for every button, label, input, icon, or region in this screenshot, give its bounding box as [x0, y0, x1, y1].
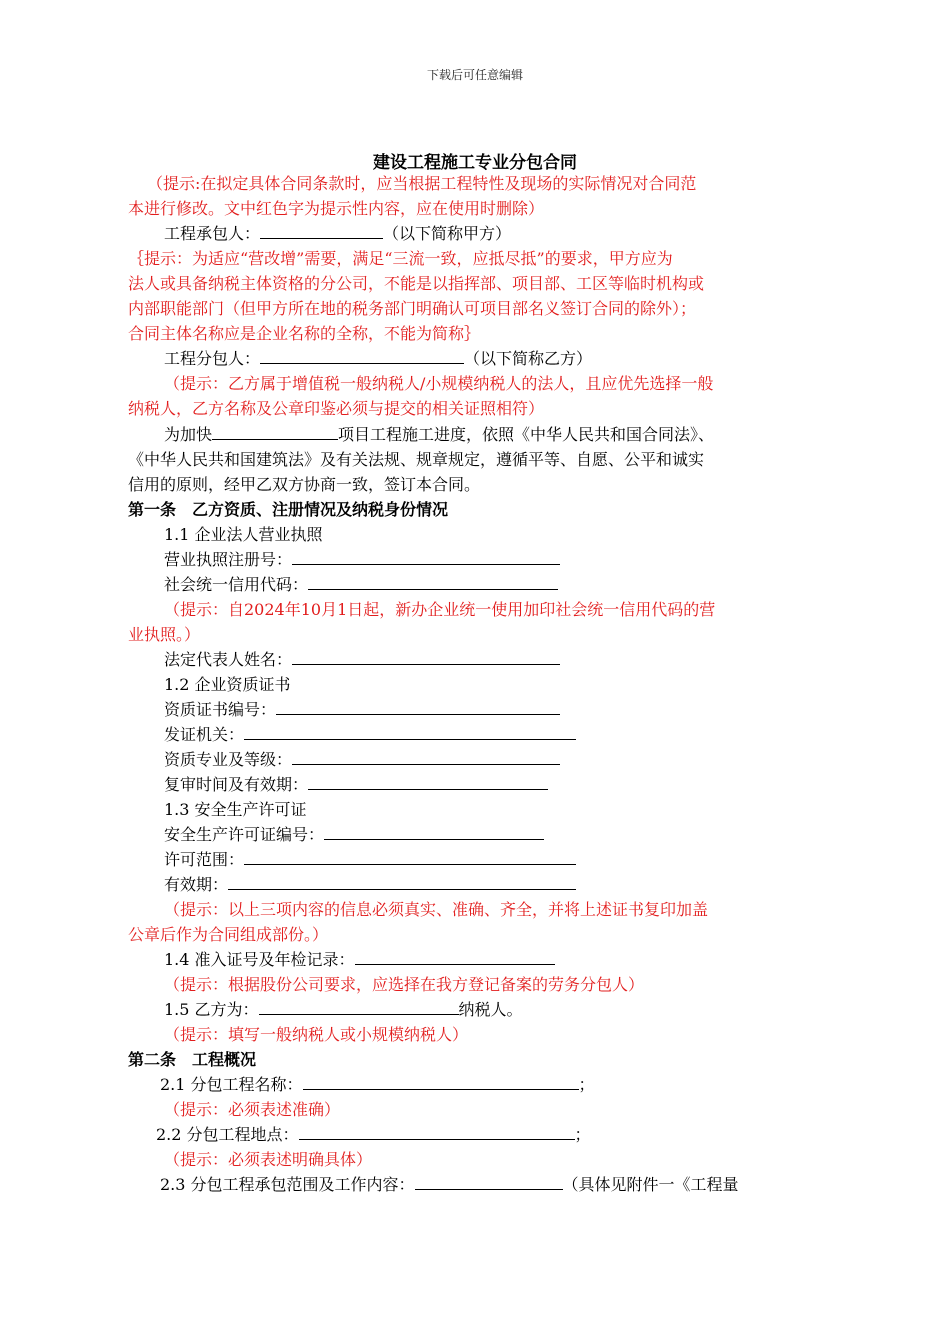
party-b-blank[interactable] — [260, 347, 464, 364]
legal-rep-blank[interactable] — [292, 648, 560, 665]
field-label: 2.3 分包工程承包范围及工作内容： — [160, 1175, 415, 1194]
field-label: 2.2 分包工程地点： — [156, 1125, 299, 1144]
hint-line: 法人或具备纳税主体资格的分公司，不能是以指挥部、项目部、工区等临时机构或 — [128, 274, 705, 293]
hint-line: （提示：填写一般纳税人或小规模纳税人） — [164, 1025, 469, 1044]
field-label: 营业执照注册号： — [164, 550, 293, 569]
field-suffix: ； — [574, 1125, 591, 1144]
credit-code-blank[interactable] — [308, 573, 558, 590]
review-blank[interactable] — [308, 773, 548, 790]
field-label: 复审时间及有效期： — [164, 775, 309, 794]
field-label: 安全生产许可证编号： — [164, 825, 325, 844]
project-name-blank[interactable] — [212, 423, 338, 440]
header-note: 下载后可任意编辑 — [426, 68, 523, 82]
party-b-row — [164, 347, 592, 371]
field-suffix: （具体见附件一《工程量 — [562, 1175, 739, 1194]
safety-no-blank[interactable] — [324, 823, 544, 840]
hint-line: 公章后作为合同组成部份。） — [128, 925, 329, 944]
section-1-5 — [164, 998, 523, 1022]
issuer-row — [164, 723, 576, 747]
validity-row — [164, 873, 576, 897]
field-label: 社会统一信用代码： — [164, 575, 309, 594]
reg-no-blank[interactable] — [292, 548, 560, 565]
credit-code-row — [164, 573, 558, 597]
field-label: 许可范围： — [164, 850, 245, 869]
hint-line: （提示：乙方属于增值税一般纳税人/小规模纳税人的法人，且应优先选择一般 — [164, 374, 714, 393]
project-name-blank[interactable] — [303, 1073, 579, 1090]
grade-blank[interactable] — [292, 748, 560, 765]
field-label: 资质专业及等级： — [164, 750, 293, 769]
party-a-blank[interactable] — [260, 222, 383, 239]
section-1-4 — [164, 948, 555, 972]
field-label: 发证机关： — [164, 725, 245, 744]
hint-line: （提示：以上三项内容的信息必须真实、准确、齐全，并将上述证书复印加盖 — [164, 900, 709, 919]
hint-line: 业执照。） — [128, 625, 201, 644]
hint-line: （提示：必须表述明确具体） — [164, 1150, 373, 1169]
contract-title: 建设工程施工专业分包合同 — [373, 153, 577, 173]
party-b-suffix: （以下简称乙方） — [464, 349, 593, 368]
field-suffix: ； — [578, 1075, 595, 1094]
section-2-2 — [156, 1123, 591, 1147]
hint-line: 合同主体名称应是企业名称的全称，不能为简称｝ — [128, 324, 481, 343]
section-1-1: 1.1 企业法人营业执照 — [164, 525, 323, 544]
safety-no-row — [164, 823, 544, 847]
cert-no-row — [164, 698, 560, 722]
legal-rep-row — [164, 648, 560, 672]
field-label: 资质证书编号： — [164, 700, 277, 719]
field-label: 1.4 准入证号及年检记录： — [164, 950, 355, 969]
hint-line: ｛提示：为适应“营改增”需要，满足“三流一致，应抵尽抵”的要求，甲方应为 — [128, 249, 673, 268]
scope-row — [164, 848, 576, 872]
party-a-label: 工程承包人： — [164, 224, 261, 243]
section-2-3 — [160, 1173, 739, 1197]
hint-line: （提示:在拟定具体合同条款时，应当根据工程特性及现场的实际情况对合同范 — [147, 174, 697, 193]
article-2-heading: 第二条 工程概况 — [128, 1050, 257, 1069]
field-label: 1.5 乙方为： — [164, 1000, 259, 1019]
field-label: 法定代表人姓名： — [164, 650, 293, 669]
scope-blank[interactable] — [244, 848, 576, 865]
validity-blank[interactable] — [228, 873, 576, 890]
work-scope-blank[interactable] — [415, 1173, 563, 1190]
section-1-3: 1.3 安全生产许可证 — [164, 800, 307, 819]
party-a-row — [164, 222, 511, 246]
permit-blank[interactable] — [355, 948, 555, 965]
field-label: 2.1 分包工程名称： — [160, 1075, 303, 1094]
reg-no-row — [164, 548, 560, 572]
hint-line: 本进行修改。文中红色字为提示性内容，应在使用时删除） — [128, 199, 545, 218]
party-a-suffix: （以下简称甲方） — [383, 224, 512, 243]
section-1-2: 1.2 企业资质证书 — [164, 675, 291, 694]
preamble-line: 《中华人民共和国建筑法》及有关法规、规章规定，遵循平等、自愿、公平和诚实 — [128, 450, 705, 469]
cert-no-blank[interactable] — [276, 698, 560, 715]
article-1-heading: 第一条 乙方资质、注册情况及纳税身份情况 — [128, 500, 449, 519]
preamble-text: 项目工程施工进度，依照《中华人民共和国合同法》、 — [338, 425, 715, 444]
field-suffix: 纳税人。 — [458, 1000, 523, 1019]
section-2-1 — [160, 1073, 595, 1097]
hint-line: 内部职能部门（但甲方所在地的税务部门明确认可项目部名义签订合同的除外）； — [128, 299, 697, 318]
hint-line: 纳税人，乙方名称及公章印鉴必须与提交的相关证照相符） — [128, 399, 545, 418]
preamble-line — [164, 423, 714, 447]
hint-line: （提示：必须表述准确） — [164, 1100, 341, 1119]
taxpayer-type-blank[interactable] — [259, 998, 459, 1015]
preamble-line: 信用的原则，经甲乙双方协商一致，签订本合同。 — [128, 475, 481, 494]
grade-row — [164, 748, 560, 772]
project-location-blank[interactable] — [299, 1123, 575, 1140]
preamble-text: 为加快 — [164, 425, 213, 444]
review-row — [164, 773, 548, 797]
field-label: 有效期： — [164, 875, 229, 894]
issuer-blank[interactable] — [244, 723, 576, 740]
party-b-label: 工程分包人： — [164, 349, 261, 368]
hint-line: （提示：根据股份公司要求，应选择在我方登记备案的劳务分包人） — [164, 975, 645, 994]
hint-line: （提示：自2024年10月1日起，新办企业统一使用加印社会统一信用代码的营 — [164, 600, 716, 619]
